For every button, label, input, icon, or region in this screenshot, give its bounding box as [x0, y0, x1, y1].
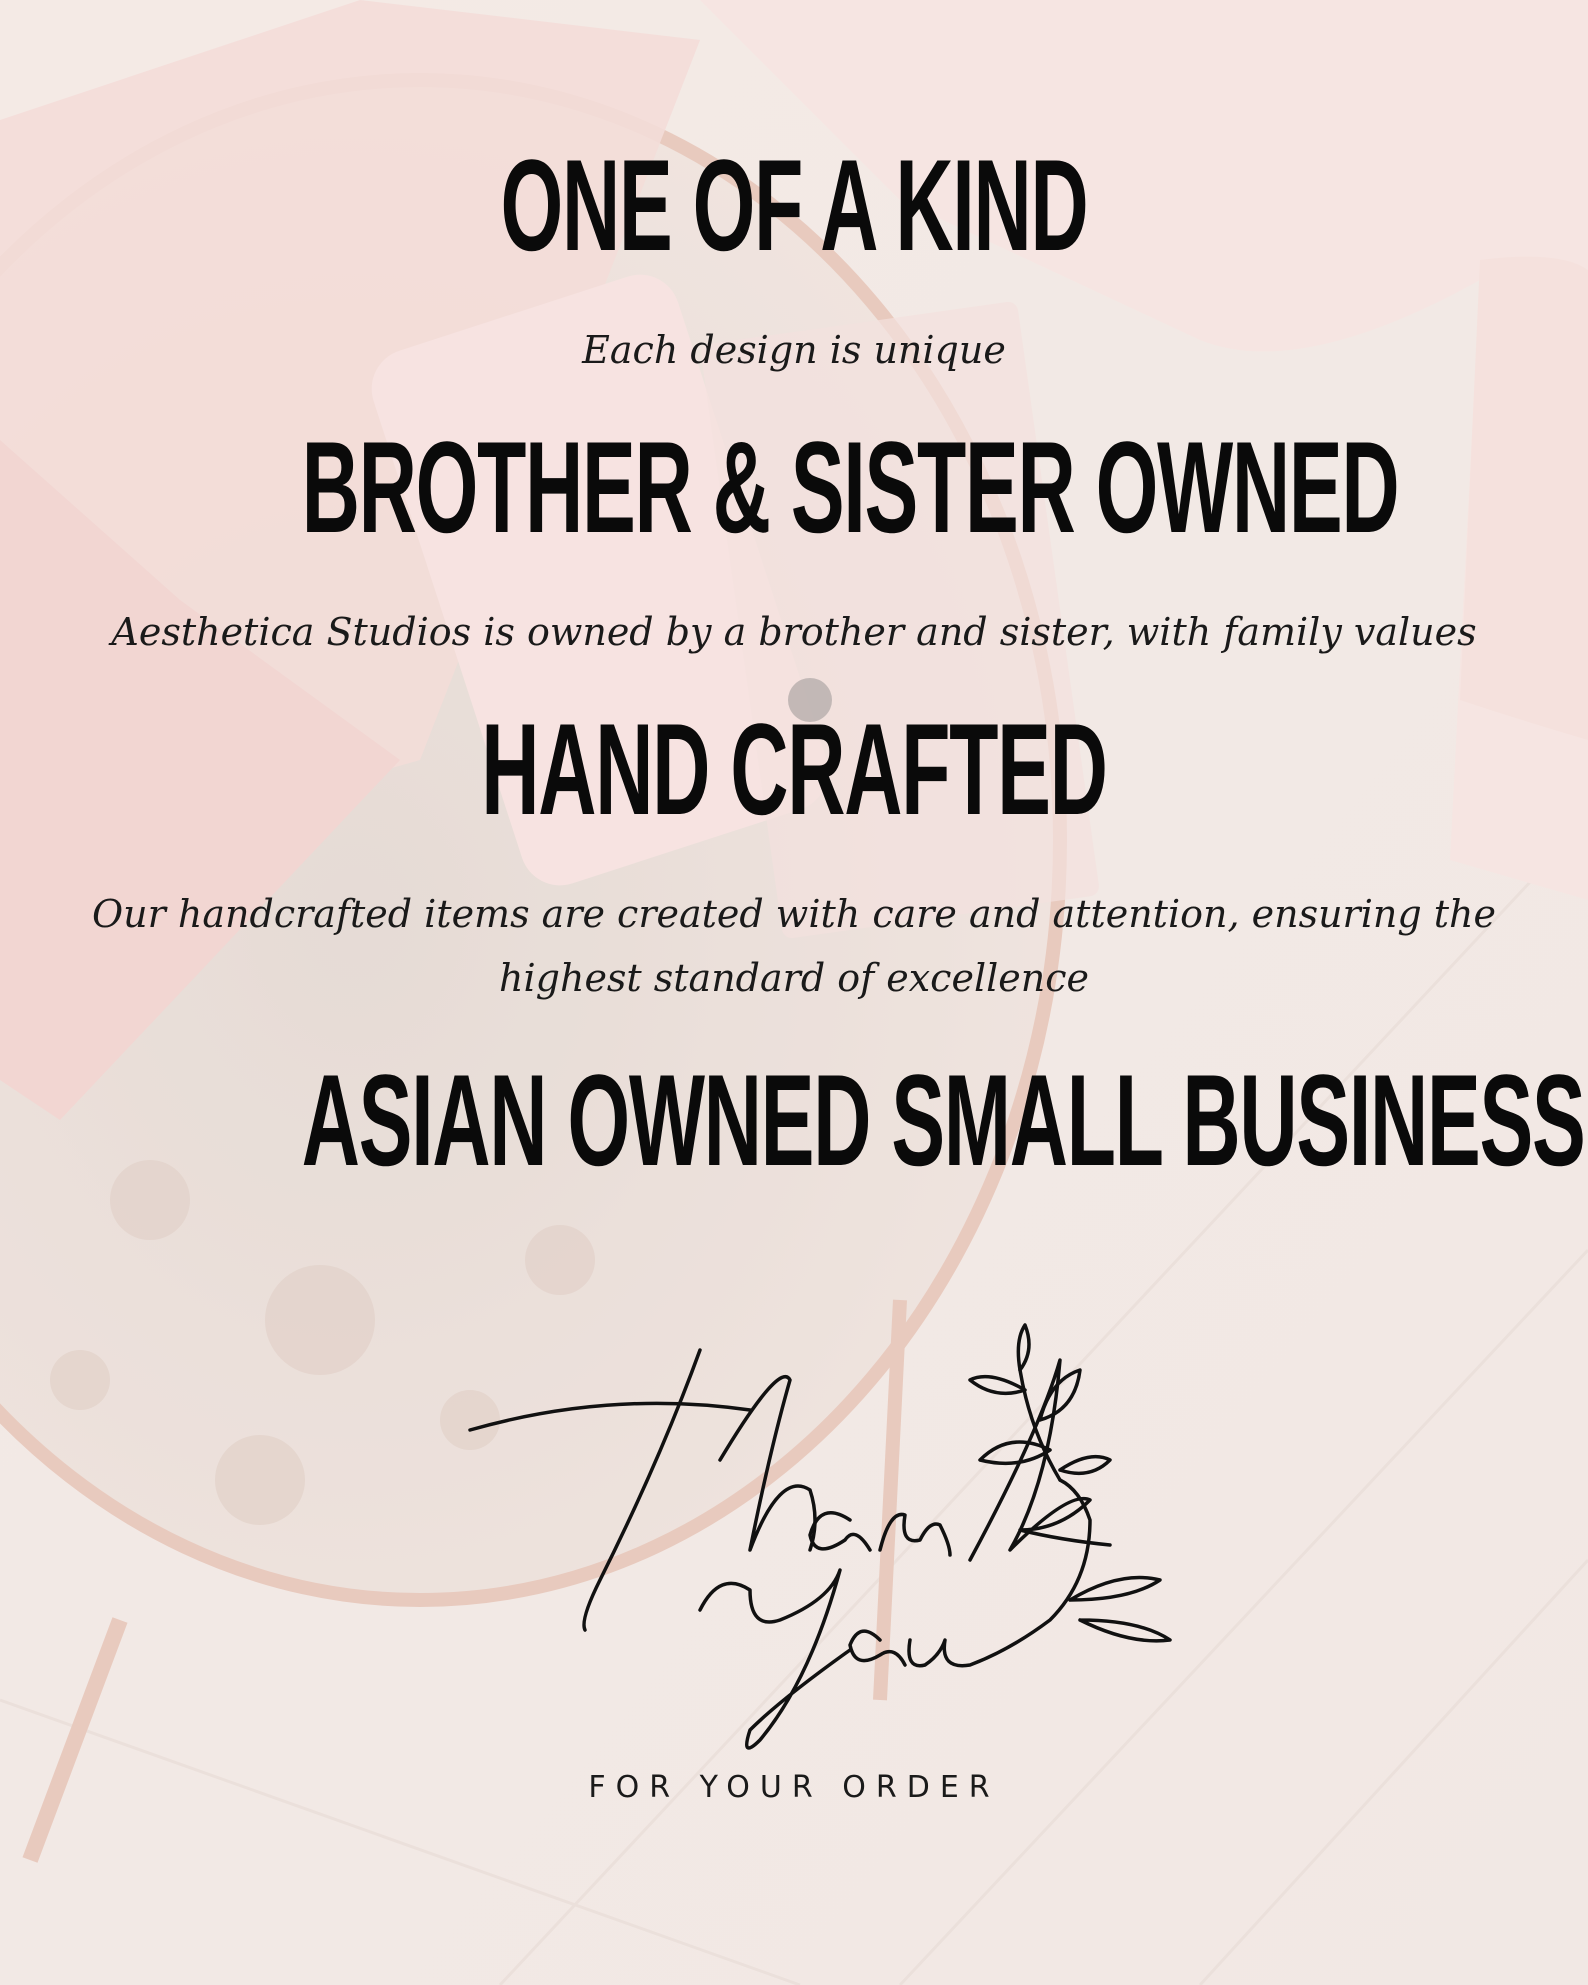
description-family-owned: Aesthetica Studios is owned by a brother and sister, with family values: [111, 610, 1477, 654]
heading-hand-crafted: HAND CRAFTED: [481, 696, 1107, 842]
description-handcrafted: Our handcrafted items are created with care and attention, ensuring the highest standard of excellence: [92, 892, 1496, 1000]
for-your-order-text: FOR YOUR ORDER: [588, 1770, 1000, 1805]
description-unique: Each design is unique: [582, 328, 1006, 372]
heading-brother-sister-owned: BROTHER & SISTER OWNED: [301, 414, 1399, 560]
heading-one-of-a-kind: ONE OF A KIND: [500, 132, 1088, 278]
thank-you-script-logo: [450, 1320, 1310, 1760]
heading-asian-owned: ASIAN OWNED SMALL BUSINESS: [301, 1047, 1585, 1193]
